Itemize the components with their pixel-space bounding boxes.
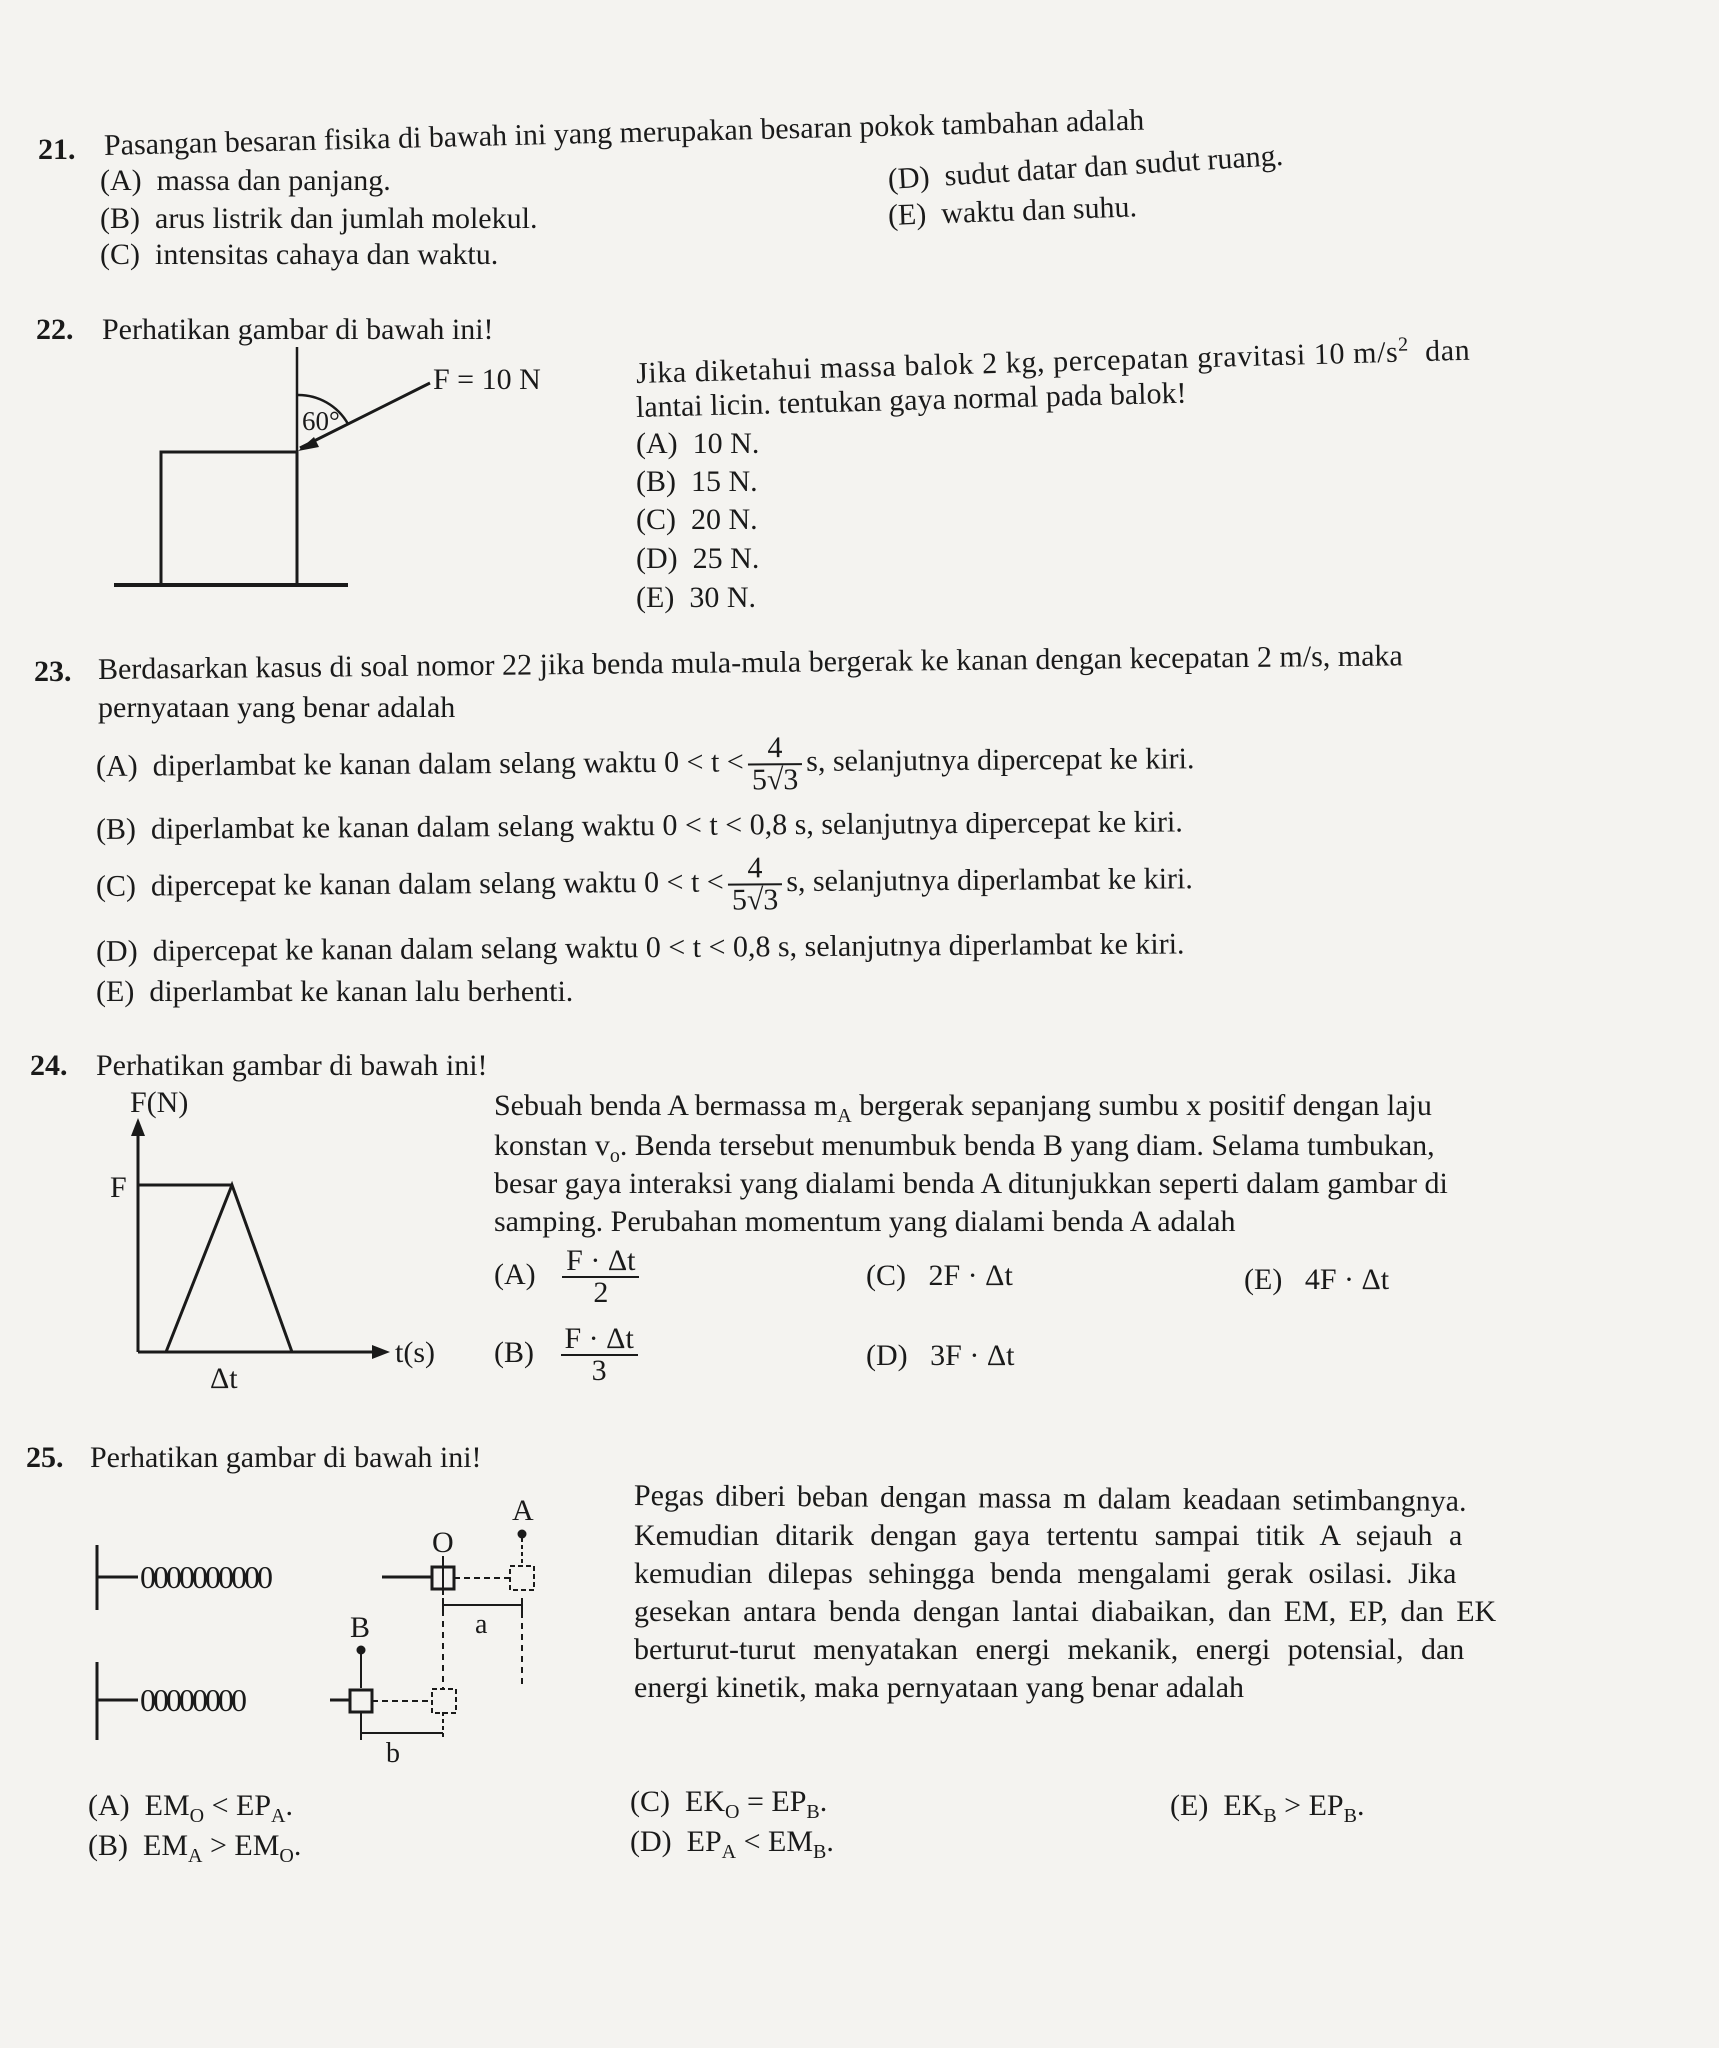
q24-text-line4: samping. Perubahan momentum yang dialami benda A adalah	[494, 1205, 1236, 1238]
q22-number: 22.	[36, 313, 74, 346]
q24-option-d: (D) 3F · Δt	[866, 1339, 1015, 1372]
q24-graph	[100, 1086, 440, 1400]
x-axis-label: t(s)	[395, 1336, 435, 1369]
q23-option-b: (B) diperlambat ke kanan dalam selang waktu 0 < t < 0,8 s, selanjutnya dipercepat ke kiri.	[95, 805, 1183, 846]
mass-a-dashed	[510, 1566, 534, 1590]
q25-question: Perhatikan gambar di bawah ini!	[90, 1441, 482, 1474]
q24-number: 24.	[30, 1049, 68, 1082]
q25-text-line4: gesekan antara benda dengan lantai diabaikan, dan EM, EP, dan EK	[634, 1595, 1497, 1628]
q23-c-fraction: $\frac{4}{5√3}$	[728, 853, 783, 915]
q23-question-line2: pernyataan yang benar adalah	[98, 691, 456, 724]
q24-text-line1: Sebuah benda A bermassa $m_A$ bergerak sepanjang sumbu x positif dengan laju	[494, 1089, 1432, 1127]
q24-option-c: (C) 2F · Δt	[866, 1259, 1013, 1292]
q23-a-fraction: $\frac{4}{5√3}$	[748, 733, 803, 795]
q22-figure	[100, 355, 560, 595]
q23-number: 23.	[34, 655, 72, 688]
q21-number: 21.	[38, 133, 76, 166]
y-axis-label: F(N)	[130, 1086, 189, 1119]
q22-option-e: (E) 30 N.	[636, 581, 756, 614]
block-box	[161, 452, 297, 585]
q22-text-line1: Jika diketahui massa balok 2 kg, percepatan gravitasi 10 $m/s^2$ dan	[635, 333, 1471, 390]
force-label: F = 10 N	[433, 363, 541, 396]
q24-text-line3: besar gaya interaksi yang dialami benda A ditunjukkan seperti dalam gambar di	[494, 1167, 1448, 1200]
q23-option-e: (E) diperlambat ke kanan lalu berhenti.	[96, 975, 574, 1008]
point-b	[357, 1646, 366, 1655]
q25-option-b: (B) $EM_A > EM_O$.	[88, 1829, 302, 1867]
q25-option-e: (E) $EK_B > EP_B$.	[1170, 1789, 1365, 1827]
mass-b-dashed	[432, 1689, 456, 1713]
f-value-label: F	[110, 1171, 127, 1204]
q25-text-line5: berturut-turut menyatakan energi mekanik, energi potensial, dan	[634, 1633, 1465, 1666]
q25-spring-figure	[80, 1490, 560, 1790]
point-a	[518, 1530, 527, 1539]
q24-text-line2: konstan $v_o$. Benda tersebut menumbuk benda B yang diam. Selama tumbukan,	[494, 1129, 1435, 1167]
angle-label: 60°	[302, 406, 340, 436]
q25-option-d: (D) $EP_A < EM_B$.	[630, 1825, 834, 1863]
label-b-distance: b	[386, 1738, 400, 1769]
q22-option-b: (B) 15 N.	[636, 465, 758, 498]
q21-option-e: (E) waktu dan suhu.	[887, 190, 1138, 232]
q25-option-a: (A) $EM_O < EP_A$.	[88, 1789, 293, 1827]
q25-option-c: (C) $EK_O = EP_B$.	[630, 1785, 828, 1823]
q25-text-line3: kemudian dilepas sehingga benda mengalami gerak osilasi. Jika	[634, 1557, 1457, 1590]
q24-option-a: (A) $\frac{F \cdot \Delta t}{2}$	[494, 1246, 643, 1308]
top-spring-coils: 0000000000	[140, 1559, 270, 1595]
label-b: B	[350, 1611, 371, 1644]
q25-text-line2: Kemudian ditarik dengan gaya tertentu sampai titik A sejauh a	[634, 1519, 1463, 1552]
q25-text-line6: energi kinetik, maka pernyataan yang benar adalah	[634, 1671, 1245, 1704]
q23-option-d: (D) dipercepat ke kanan dalam selang waktu 0 < t < 0,8 s, selanjutnya diperlambat ke kiri.	[95, 927, 1185, 968]
q23-option-c: (C) dipercepat ke kanan dalam selang waktu 0 < t < $\frac{4}{5√3}$ s, selanjutnya diperlambat ke kiri.	[95, 851, 1193, 917]
q22-option-a: (A) 10 N.	[636, 427, 760, 460]
label-o: O	[432, 1526, 454, 1559]
q25-text-line1: Pegas diberi beban dengan massa m dalam keadaan setimbangnya.	[633, 1479, 1467, 1518]
q24-option-b: (B) $\frac{F \cdot \Delta t}{3}$	[494, 1324, 642, 1386]
label-a-distance: a	[475, 1609, 488, 1640]
force-triangle	[166, 1185, 292, 1352]
q21-question: Pasangan besaran fisika di bawah ini yang merupakan besaran pokok tambahan adalah	[103, 103, 1145, 162]
q23-option-a: (A) diperlambat ke kanan dalam selang waktu 0 < t < $\frac{4}{5√3}$ s, selanjutnya dipercepat ke kiri.	[95, 731, 1195, 797]
dt-label: Δt	[210, 1362, 238, 1395]
q23-question-line1: Berdasarkan kasus di soal nomor 22 jika benda mula-mula bergerak ke kanan dengan kecepatan 2 m/s, maka	[97, 639, 1403, 686]
q21-option-c: (C) intensitas cahaya dan waktu.	[100, 238, 499, 271]
q22-text-line2: lantai licin. tentukan gaya normal pada balok!	[635, 376, 1187, 424]
q24-option-e: (E) 4F · Δt	[1244, 1263, 1390, 1296]
q21-option-b: (B) arus listrik dan jumlah molekul.	[100, 202, 538, 235]
q21-option-a: (A) massa dan panjang.	[100, 164, 391, 197]
q24-b-fraction: $\frac{F \cdot \Delta t}{3}$	[561, 1324, 638, 1386]
q22-option-c: (C) 20 N.	[636, 503, 758, 536]
bottom-spring-coils: 00000000	[140, 1682, 244, 1718]
q24-a-fraction: $\frac{F \cdot \Delta t}{2}$	[562, 1246, 639, 1308]
y-axis-arrowhead	[131, 1118, 145, 1136]
q25-number: 25.	[26, 1441, 64, 1474]
q24-question: Perhatikan gambar di bawah ini!	[96, 1049, 488, 1082]
label-a: A	[512, 1494, 534, 1527]
q21-option-d: (D) sudut datar dan sudut ruang.	[886, 138, 1285, 196]
x-axis-arrowhead	[372, 1345, 390, 1359]
q22-question: Perhatikan gambar di bawah ini!	[102, 313, 494, 346]
q22-option-d: (D) 25 N.	[636, 542, 760, 575]
mass-b	[350, 1690, 372, 1712]
